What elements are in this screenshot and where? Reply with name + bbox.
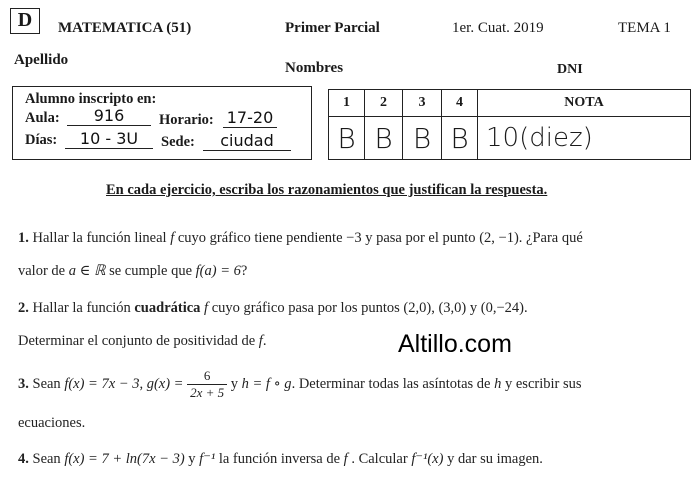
q1-text-d: . ¿Para qué [518,230,583,246]
q4-f: f [343,451,348,467]
grade-header-3: 3 [403,90,442,117]
q2-point-3: (0,−24) [480,300,524,316]
sede-value: ciudad [203,131,291,151]
aula-value: 916 [67,106,151,126]
aula-label: Aula: [25,110,60,126]
q1-condition: f(a) = 6 [195,263,241,279]
grade-header-nota: NOTA [478,90,691,117]
q2-point-1: (2,0) [403,300,432,316]
q4-text-b: la función inversa de [218,451,341,467]
q4-f-inverse: f⁻¹ [199,451,216,467]
question-4-number: 4. [18,451,29,467]
q4-text-d: y dar su imagen. [447,451,543,467]
sede-label: Sede: [161,134,195,150]
apellido-label: Apellido [14,52,69,68]
q4-sean: Sean [32,451,61,467]
grade-value-2: B [365,117,403,160]
question-1-line-1 [18,230,583,247]
q1-text-c: y pasa por el punto [365,230,476,246]
question-2-number: 2. [18,300,29,316]
question-3-number: 3. [18,375,29,392]
q1-a-in-r: a ∈ ℝ [68,263,106,279]
q3-text-c: y escribir sus [504,375,582,392]
watermark: Altillo.com [398,330,512,358]
question-1-number: 1. [18,230,29,246]
horario-value: 17-20 [223,108,277,128]
student-info-title: Alumno inscripto en: [25,91,157,107]
grade-header-2: 2 [365,90,403,117]
q3-h: h [494,375,502,392]
question-2-line-2 [18,333,266,350]
question-3-line-2 [18,415,85,432]
q4-f-inverse-x: f⁻¹(x) [411,451,444,467]
q1-point: (2, −1) [479,230,519,246]
subject-title: MATEMATICA (51) [58,20,192,36]
q1-text-g: ? [240,263,248,279]
instructions: En cada ejercicio, escriba los razonamientos que justifican la respuesta. [106,182,548,198]
dias-value: 10 - 3U [65,129,153,149]
q2-text-b: cuyo gráfico pasa por los puntos [211,300,400,316]
q3-fraction-numerator: 6 [187,368,227,385]
q1-f: f [170,230,175,246]
q2-y: y [469,300,478,316]
tema-letter-box: D [10,8,40,34]
grade-header-1: 1 [329,90,365,117]
grade-header-4: 4 [442,90,478,117]
q3-fraction-denominator: 2x + 5 [190,385,225,400]
question-1-line-2 [18,263,247,280]
dias-label: Días: [25,132,58,148]
q3-y: y [230,375,239,392]
q1-text-a: Hallar la función lineal [32,230,167,246]
q4-y: y [188,451,196,467]
dni-label: DNI [557,62,583,77]
q1-text-b: cuyo gráfico tiene pendiente [177,230,343,246]
question-3-line-1: 3. Sean f(x) = 7x − 3, g(x) = $\frac{6}{2x + 5}$ y h = f ∘ g. Determinar todas las asíntotas de h y escribir sus [18,368,582,400]
q4-text-c: . Calcular [351,451,408,467]
q3-text-b: . Determinar todas las asíntotas de [291,375,491,392]
q2-kind: cuadrática [134,300,201,316]
grade-value-1: B [329,117,365,160]
grade-value-3: B [403,117,442,160]
q3-f-def: f(x) = 7x − 3 [64,375,140,392]
q3-fraction [187,368,227,401]
nombres-label: Nombres [285,60,344,76]
exam-period: 1er. Cuat. 2019 [452,20,544,36]
grades-table [328,89,691,160]
q2-text-a: Hallar la función [32,300,131,316]
q2-text-end: . [523,300,528,316]
q1-text-f: se cumple que [109,263,193,279]
grade-value-4: B [442,117,478,160]
q1-slope: −3 [346,230,362,246]
question-4-line-1 [18,451,543,468]
q3-text-d: ecuaciones. [18,415,86,431]
q3-h-def: h = f ∘ g [241,375,292,392]
exam-title: Primer Parcial [285,20,380,36]
q3-sean: Sean [32,375,61,392]
grade-value-nota: 10(diez) [478,117,691,160]
question-2-line-1: 2. Hallar la función cuadrática f cuyo gráfico pasa por los puntos (2,0), (3,0) y (0,−24). [18,300,528,316]
q4-f-def: f(x) = 7 + ln(7x − 3) [64,451,185,467]
q1-text-e: valor de [18,263,66,279]
q2-f: f [204,300,209,316]
q2-text-end-2: . [262,333,267,349]
tema-label: TEMA 1 [618,20,671,36]
q2-f-2: f [258,333,263,349]
q2-point-2: (3,0) [438,300,467,316]
horario-label: Horario: [159,112,214,128]
student-info-box [12,86,312,160]
q3-g-def: g(x) = [146,375,184,392]
q2-text-c: Determinar el conjunto de positividad de [18,333,256,349]
